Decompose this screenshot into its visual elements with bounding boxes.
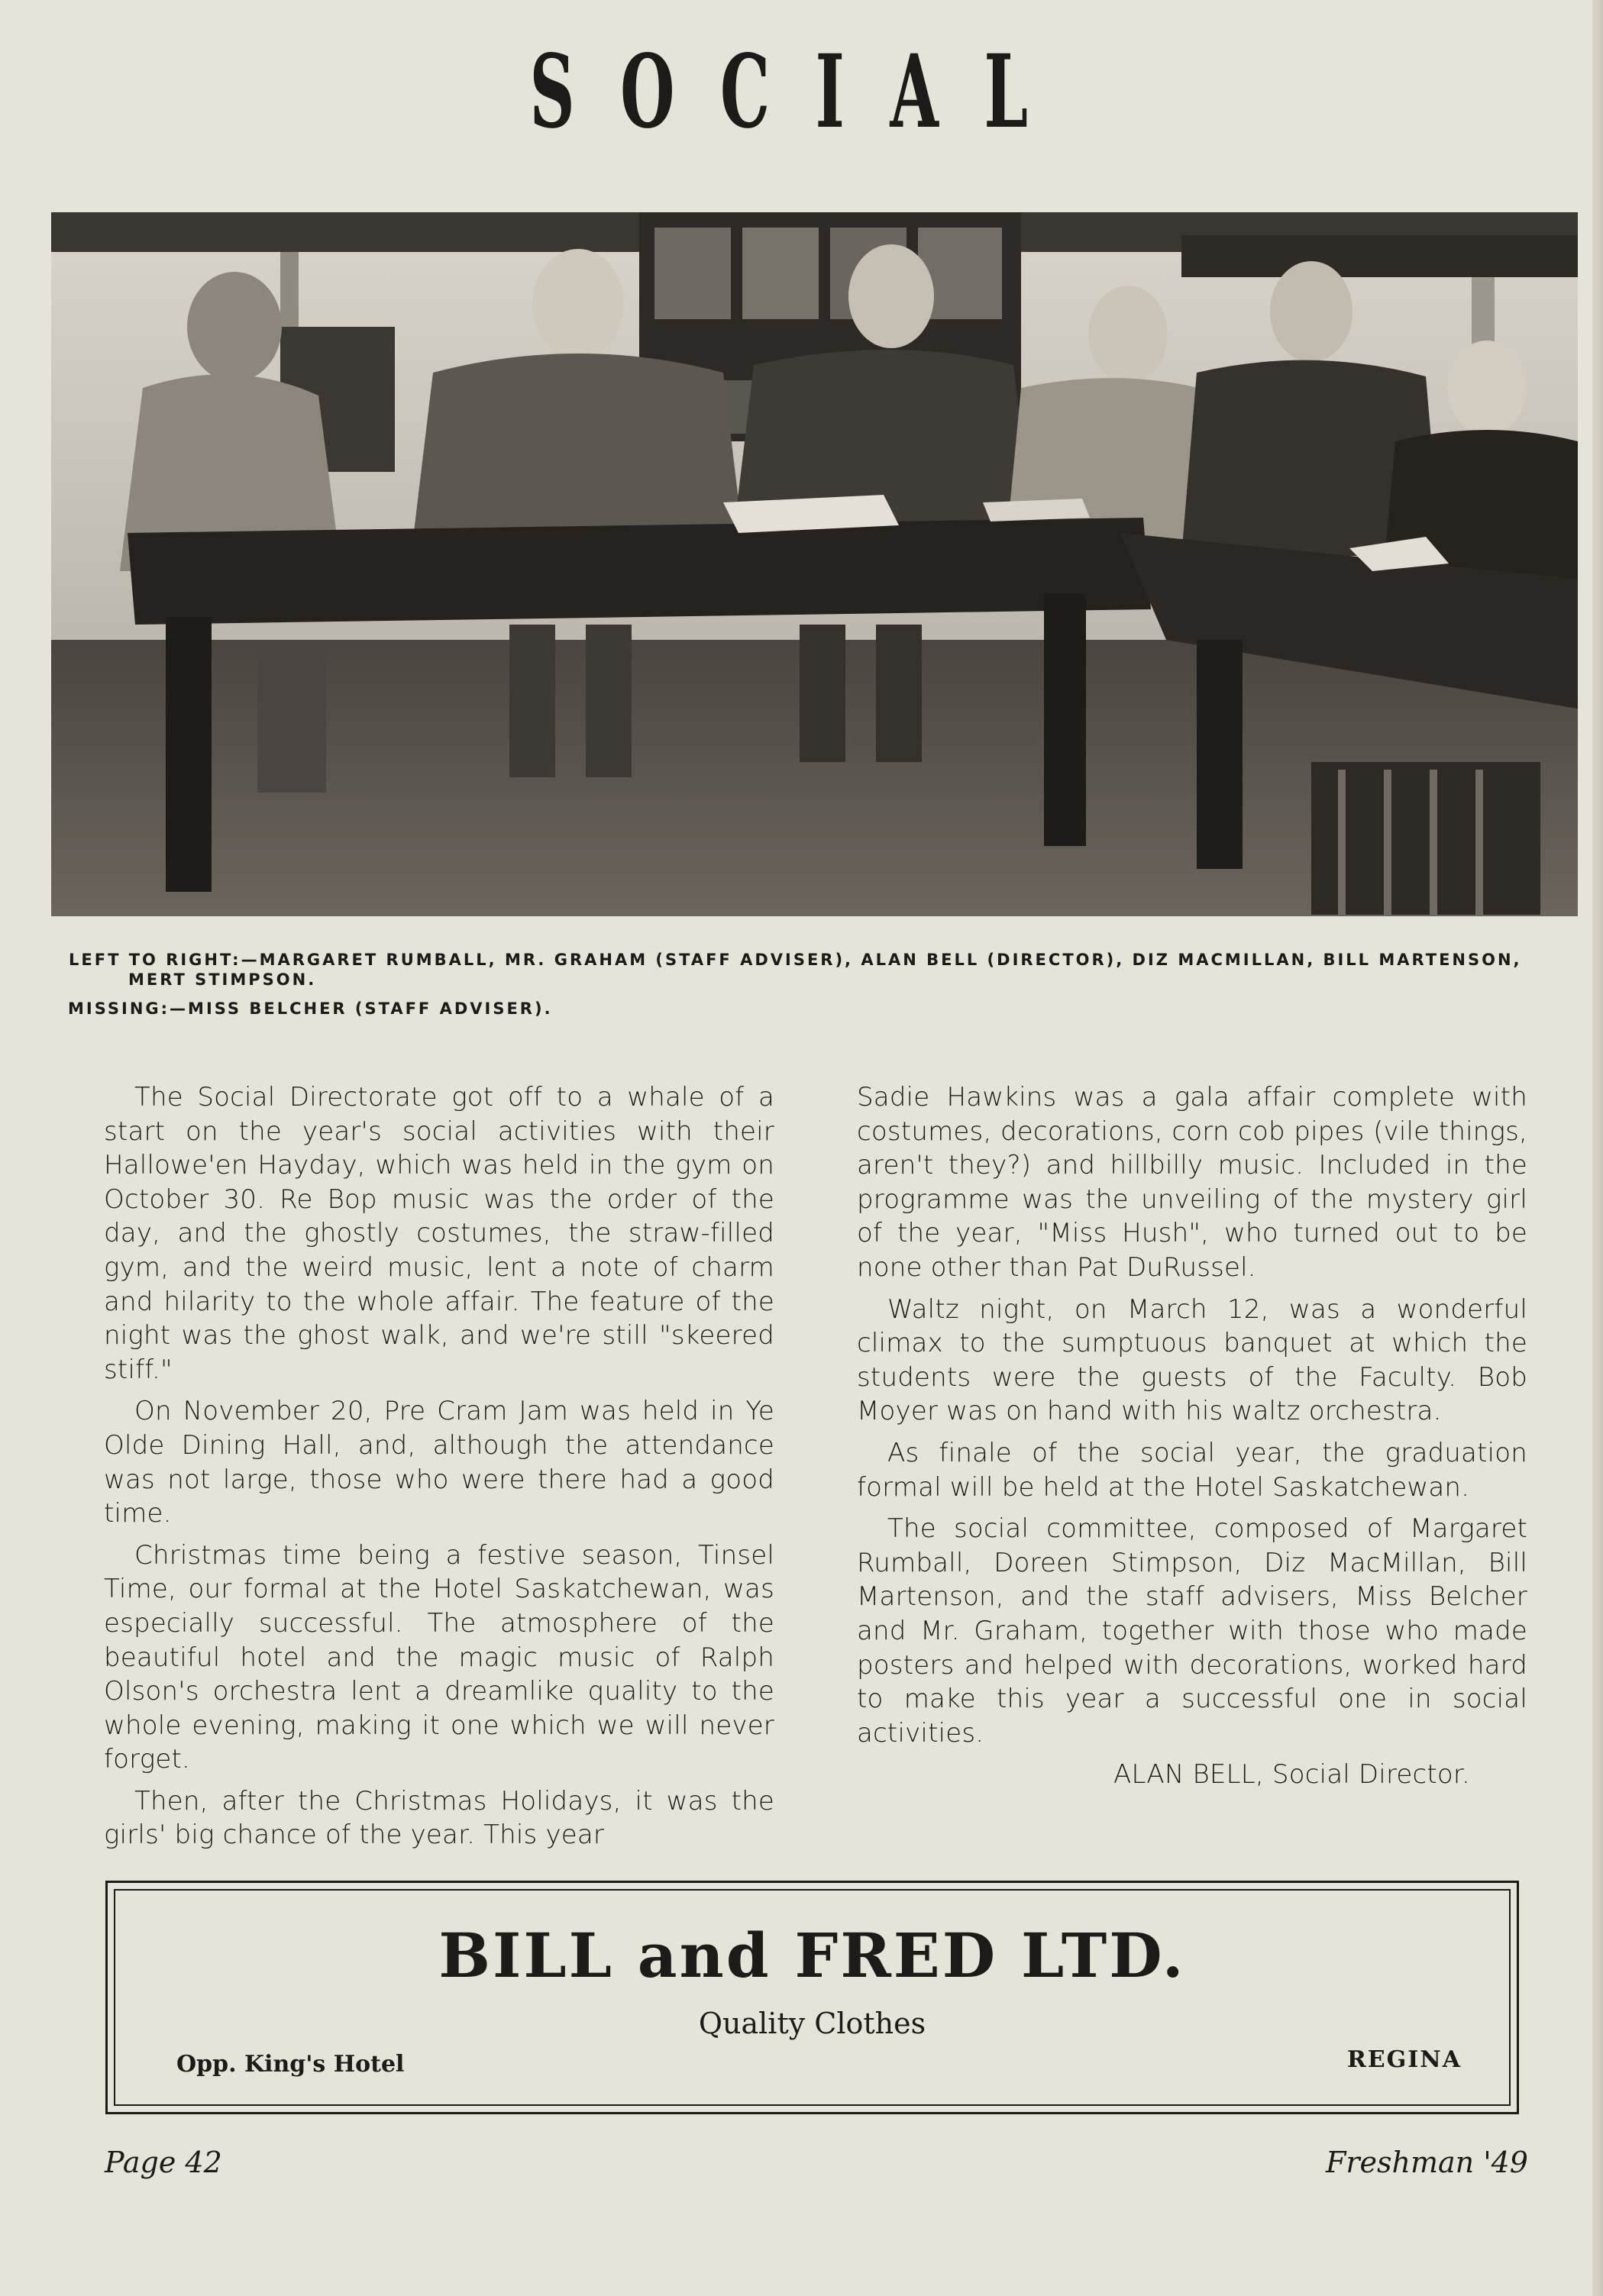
- article-paragraph: Then, after the Christmas Holidays, it was the girls' big chance of the year. This year: [104, 1785, 774, 1851]
- advertiser-city: REGINA: [1346, 2046, 1462, 2073]
- caption-names: LEFT TO RIGHT:—MARGARET RUMBALL, MR. GRAHAM (STAFF ADVISER), ALAN BELL (DIRECTOR), DIZ MACMILLAN, BILL MARTENSON, MERT STIMPSON.: [69, 951, 1522, 989]
- article-left-column: [104, 1080, 774, 1860]
- group-photo-illustration: [51, 212, 1578, 916]
- article-right-column: [857, 1080, 1527, 1800]
- publication-name: Freshman '49: [1325, 2146, 1528, 2179]
- article-paragraph: On November 20, Pre Cram Jam was held in Ye Olde Dining Hall, and, although the attendance was not large, those who were there had a good time.: [104, 1396, 774, 1529]
- article-paragraph: Waltz night, on March 12, was a wonderful climax to the sumptuous banquet at which the students were the guests of the Faculty. Bob Moyer was on hand with his waltz orchestra.: [857, 1293, 1527, 1427]
- article-paragraph: As finale of the social year, the graduation formal will be held at the Hotel Saskatchewan.: [857, 1437, 1527, 1503]
- advertiser-name: BILL and FRED LTD.: [438, 1920, 1186, 1991]
- article-paragraph: The social committee, composed of Margaret Rumball, Doreen Stimpson, Diz MacMillan, Bill Martenson, and the staff advisers, Miss Belcher and Mr. Graham, together with those who made posters and helped with decorations, worked hard to make this year a successful one in social activities.: [857, 1513, 1527, 1749]
- article-paragraph: The Social Directorate got off to a whale of a start on the year's social activities with their Hallowe'en Hayday, which was held in the gym on October 30. Re Bop music was the order of the day, and the ghostly costumes, the straw-filled gym, and the weird music, lent a note of charm and hilarity to the whole affair. The feature of the night was the ghost walk, and we're still "skeered stiff.": [104, 1082, 774, 1385]
- page-number: Page 42: [105, 2146, 222, 2179]
- article-paragraph: Sadie Hawkins was a gala affair complete with costumes, decorations, corn cob pipes (vile things, aren't they?) and hillbilly music. Included in the programme was the unveiling of the mystery girl of the year, "Miss Hush", who turned out to be none other than Pat DuRussel.: [857, 1082, 1527, 1283]
- advertiser-tagline: Quality Clothes: [698, 2007, 926, 2040]
- page-spine-edge: [1592, 0, 1603, 2296]
- advertiser-location: Opp. King's Hotel: [176, 2051, 405, 2078]
- photo-caption: [69, 950, 1535, 1019]
- advertisement-box: [105, 1881, 1519, 2114]
- page-title: SOCIAL: [529, 33, 1074, 151]
- caption-missing: MISSING:—MISS BELCHER (STAFF ADVISER).: [68, 999, 553, 1018]
- group-photo: [51, 212, 1578, 916]
- article-paragraph: Christmas time being a festive season, Tinsel Time, our formal at the Hotel Saskatchewan, was especially successful. The atmosphere of the beautiful hotel and the magic music of Ralph Olson's orchestra lent a dreamlike quality to the whole evening, making it one which we will never forget.: [104, 1539, 774, 1775]
- article-signature: ALAN BELL, Social Director.: [1113, 1759, 1470, 1791]
